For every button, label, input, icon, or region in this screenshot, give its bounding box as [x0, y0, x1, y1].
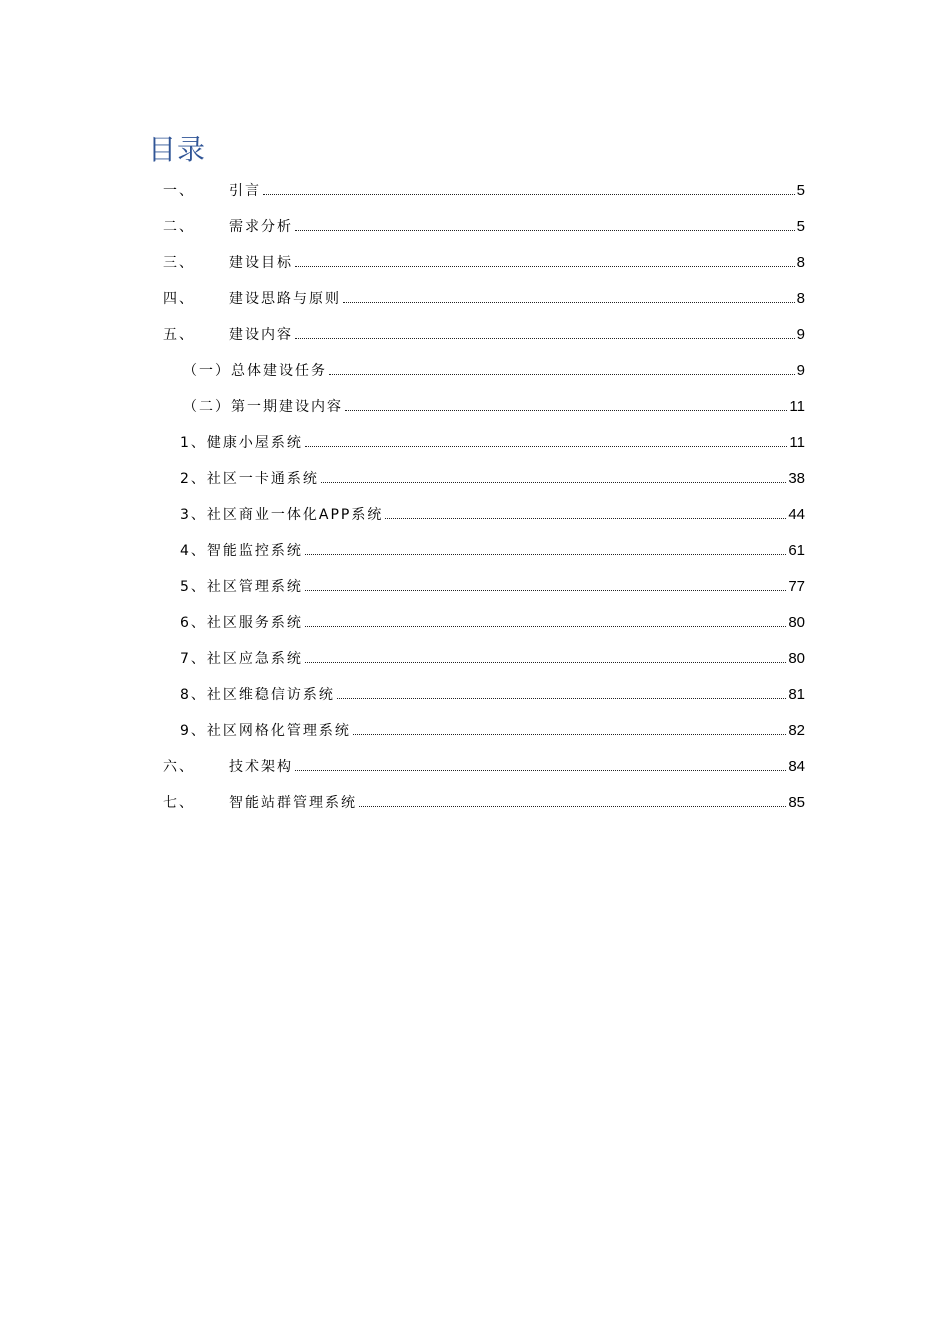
- toc-entry-page: 9: [796, 362, 805, 379]
- toc-entry-page: 5: [796, 218, 805, 235]
- toc-entry-page: 77: [788, 578, 805, 595]
- toc-entry-page: 11: [789, 398, 805, 415]
- toc-entry-9[interactable]: [0, 460, 950, 496]
- toc-entry-10[interactable]: [0, 496, 950, 532]
- toc-entry-page: 81: [788, 686, 805, 703]
- toc-entry-14[interactable]: [0, 640, 950, 676]
- toc-entry-11[interactable]: [0, 532, 950, 568]
- toc-entry-label: 4、智能监控系统: [180, 543, 303, 559]
- toc-entry-3[interactable]: [0, 244, 950, 280]
- dot-leader: [329, 374, 795, 375]
- dot-leader: [305, 446, 788, 447]
- toc-entry-page: 8: [796, 290, 805, 307]
- dot-leader: [295, 230, 795, 231]
- toc-entry-number: 二、: [163, 219, 195, 235]
- toc-entry-label: 引言: [229, 183, 261, 199]
- toc-entry-number: 六、: [163, 759, 195, 775]
- toc-entry-label: 2、社区一卡通系统: [180, 471, 319, 487]
- toc-entry-page: 80: [788, 614, 805, 631]
- toc-entry-label: 5、社区管理系统: [180, 579, 303, 595]
- toc-entry-label: 智能站群管理系统: [229, 795, 357, 811]
- toc-entry-label: 7、社区应急系统: [180, 651, 303, 667]
- dot-leader: [295, 338, 795, 339]
- toc-entry-16[interactable]: [0, 712, 950, 748]
- dot-leader: [337, 698, 786, 699]
- dot-leader: [295, 770, 786, 771]
- toc-entry-number: 三、: [163, 255, 195, 271]
- toc-entry-label: 建设思路与原则: [229, 291, 341, 307]
- toc-entry-12[interactable]: [0, 568, 950, 604]
- toc-entry-2[interactable]: [0, 208, 950, 244]
- toc-entry-label: 建设内容: [229, 327, 293, 343]
- toc-entry-page: 11: [789, 434, 805, 451]
- toc-entry-label: 技术架构: [229, 759, 293, 775]
- toc-entry-5[interactable]: [0, 316, 950, 352]
- toc-entry-label: 9、社区网格化管理系统: [180, 723, 351, 739]
- dot-leader: [321, 482, 786, 483]
- toc-entry-page: 84: [788, 758, 805, 775]
- toc-entry-label: 6、社区服务系统: [180, 615, 303, 631]
- toc-entry-number: 四、: [163, 291, 195, 307]
- toc-entry-number: 五、: [163, 327, 195, 343]
- toc-title: 目录: [148, 133, 207, 166]
- toc-entry-7[interactable]: [0, 388, 950, 424]
- toc-entry-page: 8: [796, 254, 805, 271]
- toc-entry-label: 1、健康小屋系统: [180, 435, 303, 451]
- dot-leader: [263, 194, 795, 195]
- dot-leader: [305, 554, 786, 555]
- toc-entry-label: 建设目标: [229, 255, 293, 271]
- toc-entry-18[interactable]: [0, 784, 950, 820]
- dot-leader: [305, 662, 786, 663]
- toc-entry-label: （一）总体建设任务: [183, 363, 327, 379]
- toc-entry-1[interactable]: [0, 172, 950, 208]
- toc-entry-page: 61: [788, 542, 805, 559]
- toc-entry-label: （二）第一期建设内容: [183, 399, 343, 415]
- dot-leader: [295, 266, 795, 267]
- dot-leader: [353, 734, 786, 735]
- toc-entry-page: 38: [788, 470, 805, 487]
- dot-leader: [385, 518, 786, 519]
- toc-entry-6[interactable]: [0, 352, 950, 388]
- toc-entry-label: 8、社区维稳信访系统: [180, 687, 335, 703]
- toc-entry-number: 七、: [163, 795, 195, 811]
- toc-entry-13[interactable]: [0, 604, 950, 640]
- dot-leader: [359, 806, 786, 807]
- toc-entry-number: 一、: [163, 183, 195, 199]
- toc-entry-8[interactable]: [0, 424, 950, 460]
- toc-entry-4[interactable]: [0, 280, 950, 316]
- toc-entry-15[interactable]: [0, 676, 950, 712]
- toc-entry-page: 80: [788, 650, 805, 667]
- toc-entry-label: 3、社区商业一体化APP系统: [180, 507, 384, 523]
- toc-entry-page: 5: [796, 182, 805, 199]
- toc-entry-page: 44: [788, 506, 805, 523]
- toc-entry-17[interactable]: [0, 748, 950, 784]
- toc-entry-label: 需求分析: [229, 219, 293, 235]
- dot-leader: [305, 626, 786, 627]
- toc-entry-page: 9: [796, 326, 805, 343]
- dot-leader: [345, 410, 787, 411]
- toc-entry-page: 85: [788, 794, 805, 811]
- dot-leader: [343, 302, 795, 303]
- toc-entry-page: 82: [788, 722, 805, 739]
- dot-leader: [305, 590, 786, 591]
